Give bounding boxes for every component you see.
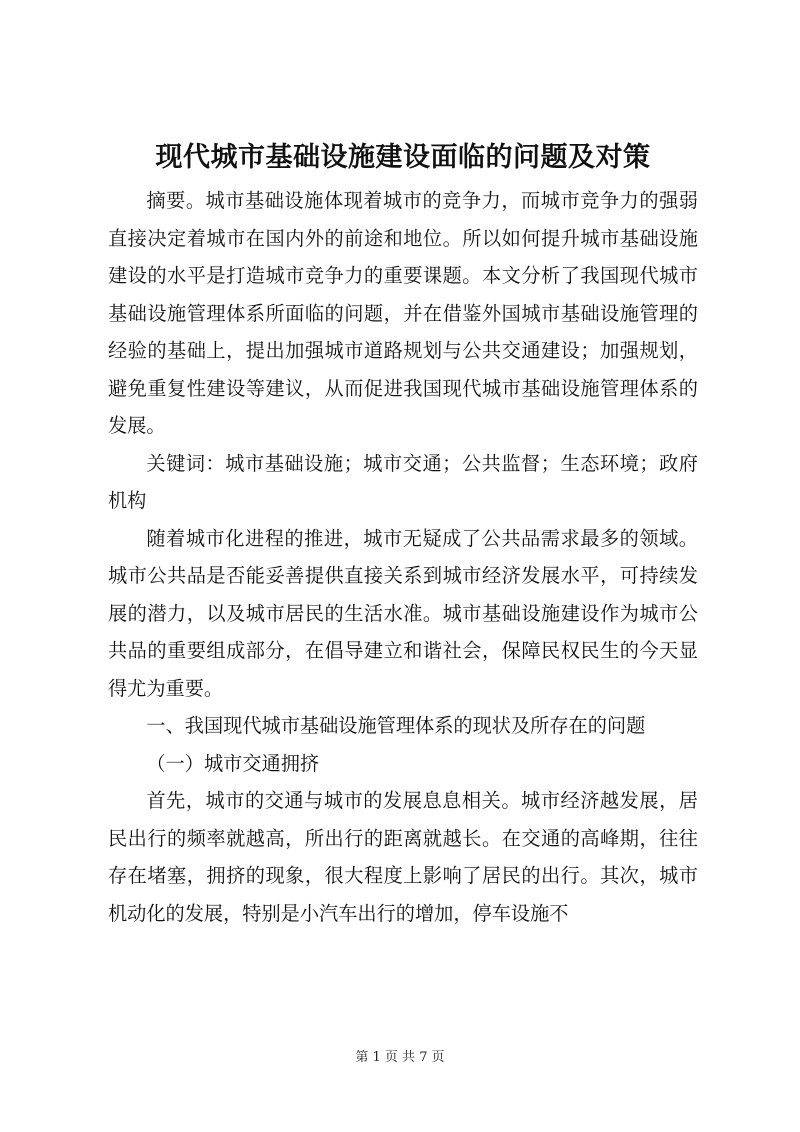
document-title: 现代城市基础设施建设面临的问题及对策 [155,142,651,173]
section-heading-1: 一、我国现代城市基础设施管理体系的现状及所存在的问题 [146,714,646,737]
abstract-paragraph: 摘要。城市基础设施体现着城市的竞争力，而城市竞争力的强弱直接决定着城市在国内外的前途和地位。所以如何提升城市基础设施建设的水平是打造城市竞争力的重要课题。本文分析了我国现代城市基础设施管理体系所面临的问题，并在借鉴外国城市基础设施管理的经验的基础上，提出加强城市道路规划与公共交通建设；加强规划，避免重复性建设等建议，从而促进我国现代城市基础设施管理体系的发展。 [108,189,698,437]
document-page [108,138,698,932]
page-footer: 第 1 页 共 7 页 [355,1050,445,1065]
body-paragraph: 首先，城市的交通与城市的发展息息相关。城市经济越发展，居民出行的频率就越高，所出行的距离就越长。在交通的高峰期，往往存在堵塞，拥挤的现象，很大程度上影响了居民的出行。其次，城市机动化的发展，特别是小汽车出行的增加，停车设施不 [108,789,698,925]
keywords-paragraph: 关键词：城市基础设施；城市交通；公共监督；生态环境；政府机构 [108,451,698,512]
subsection-heading-1: （一）城市交通拥挤 [146,751,320,775]
intro-paragraph: 随着城市化进程的推进，城市无疑成了公共品需求最多的领域。城市公共品是否能妥善提供直接关系到城市经济发展水平，可持续发展的潜力，以及城市居民的生活水准。城市基础设施建设作为城市公共品的重要组成部分，在倡导建立和谐社会，保障民权民生的今天显得尤为重要。 [108,526,698,700]
